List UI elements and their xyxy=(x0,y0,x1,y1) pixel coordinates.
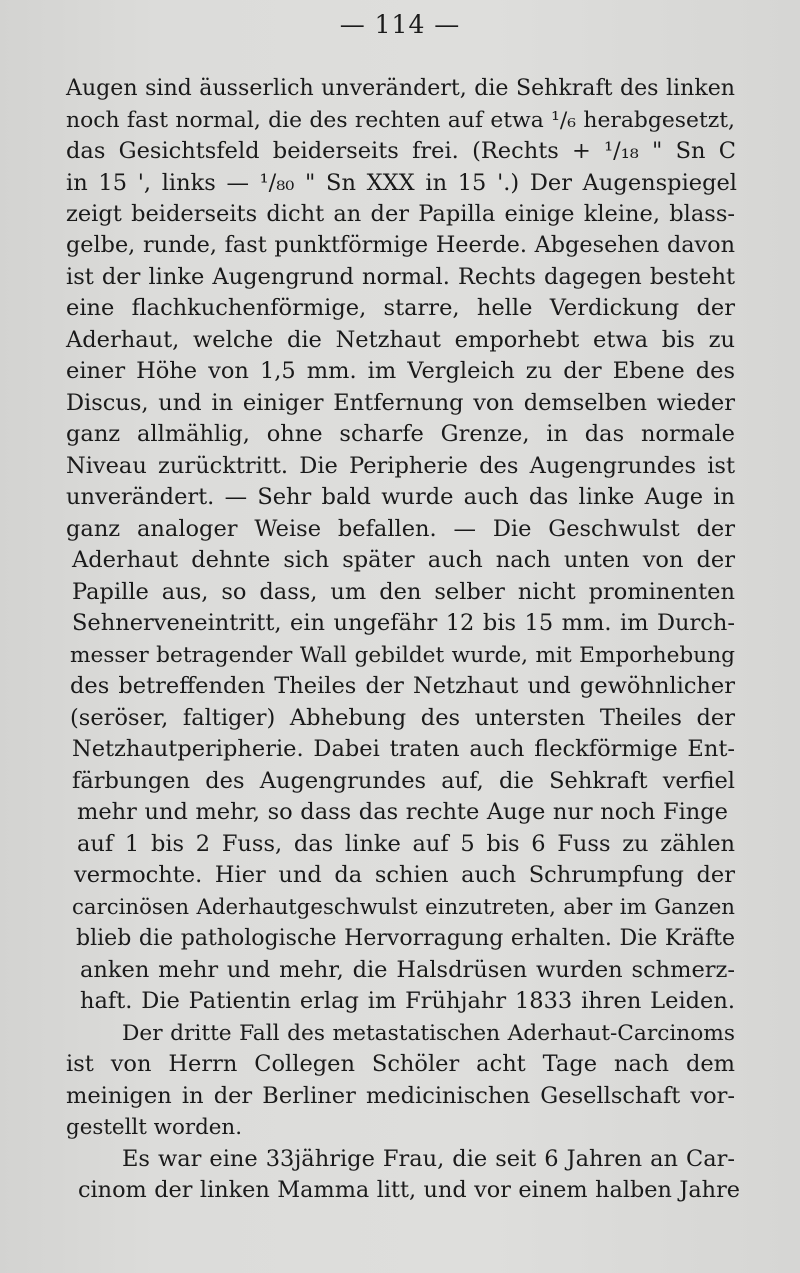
text-line: einer Höhe von 1,5 mm. im Vergleich zu der Ebene des xyxy=(66,358,735,384)
text-line: auf 1 bis 2 Fuss, das linke auf 5 bis 6 Fuss zu zählen xyxy=(77,831,735,857)
text-line: Sehnerveneintritt, ein ungefähr 12 bis 15 mm. im Durch- xyxy=(72,610,735,636)
text-line: Aderhaut, welche die Netzhaut emporhebt etwa bis zu xyxy=(66,327,735,353)
text-line: ganz analoger Weise befallen. — Die Geschwulst der xyxy=(66,516,735,542)
text-line: cinom der linken Mamma litt, und vor einem halben Jahre xyxy=(78,1177,740,1203)
text-line: vermochte. Hier und da schien auch Schrumpfung der xyxy=(74,862,735,888)
text-line: das Gesichtsfeld beiderseits frei. (Rechts + ¹/₁₈ " Sn C xyxy=(66,138,736,164)
text-line: Netzhautperipherie. Dabei traten auch fleckförmige Ent- xyxy=(72,736,735,762)
text-line: Niveau zurücktritt. Die Peripherie des Augengrundes ist xyxy=(66,453,735,479)
text-line: eine flachkuchenförmige, starre, helle Verdickung der xyxy=(66,295,735,321)
text-line: noch fast normal, die des rechten auf etwa ¹/₆ herabgesetzt, xyxy=(66,108,735,133)
text-line: unverändert. — Sehr bald wurde auch das linke Auge in xyxy=(66,484,735,510)
text-line: Es war eine 33jährige Frau, die seit 6 Jahren an Car- xyxy=(122,1146,735,1172)
text-line: Der dritte Fall des metastatischen Aderhaut-Carcinoms xyxy=(122,1021,735,1046)
text-line: meinigen in der Berliner medicinischen Gesellschaft vor- xyxy=(66,1083,735,1109)
text-line: (seröser, faltiger) Abhebung des untersten Theiles der xyxy=(70,705,735,731)
text-line: zeigt beiderseits dicht an der Papilla einige kleine, blass- xyxy=(66,201,735,227)
text-line: gestellt worden. xyxy=(66,1115,243,1140)
text-line: Papille aus, so dass, um den selber nicht prominenten xyxy=(72,579,735,605)
text-line: ist von Herrn Collegen Schöler acht Tage nach dem xyxy=(66,1051,735,1077)
text-line: Discus, und in einiger Entfernung von demselben wieder xyxy=(66,390,735,416)
text-line: Augen sind äusserlich unverändert, die Sehkraft des linken xyxy=(66,76,735,101)
text-line: gelbe, runde, fast punktförmige Heerde. Abgesehen davon xyxy=(66,232,735,258)
text-line: Aderhaut dehnte sich später auch nach unten von der xyxy=(72,547,735,573)
text-line: anken mehr und mehr, die Halsdrüsen wurden schmerz- xyxy=(80,957,735,983)
text-line: färbungen des Augengrundes auf, die Sehkraft verfiel xyxy=(72,768,735,794)
text-line: in 15 ', links — ¹/₈₀ " Sn XXX in 15 '.) Der Augenspiegel xyxy=(66,170,737,196)
text-line: messer betragender Wall gebildet wurde, mit Emporhebung xyxy=(70,643,735,668)
text-line: carcinösen Aderhautgeschwulst einzutreten, aber im Ganzen xyxy=(72,895,735,920)
text-line: mehr und mehr, so dass das rechte Auge nur noch Finge xyxy=(77,799,728,825)
text-line: haft. Die Patientin erlag im Frühjahr 1833 ihren Leiden. xyxy=(80,988,735,1014)
page-number: — 114 — xyxy=(339,10,461,39)
text-line: ist der linke Augengrund normal. Rechts dagegen besteht xyxy=(66,264,735,290)
text-line: ganz allmählig, ohne scharfe Grenze, in das normale xyxy=(66,421,735,447)
text-line: blieb die pathologische Hervorragung erhalten. Die Kräfte xyxy=(76,926,735,951)
text-line: des betreffenden Theiles der Netzhaut und gewöhnlicher xyxy=(70,673,735,699)
